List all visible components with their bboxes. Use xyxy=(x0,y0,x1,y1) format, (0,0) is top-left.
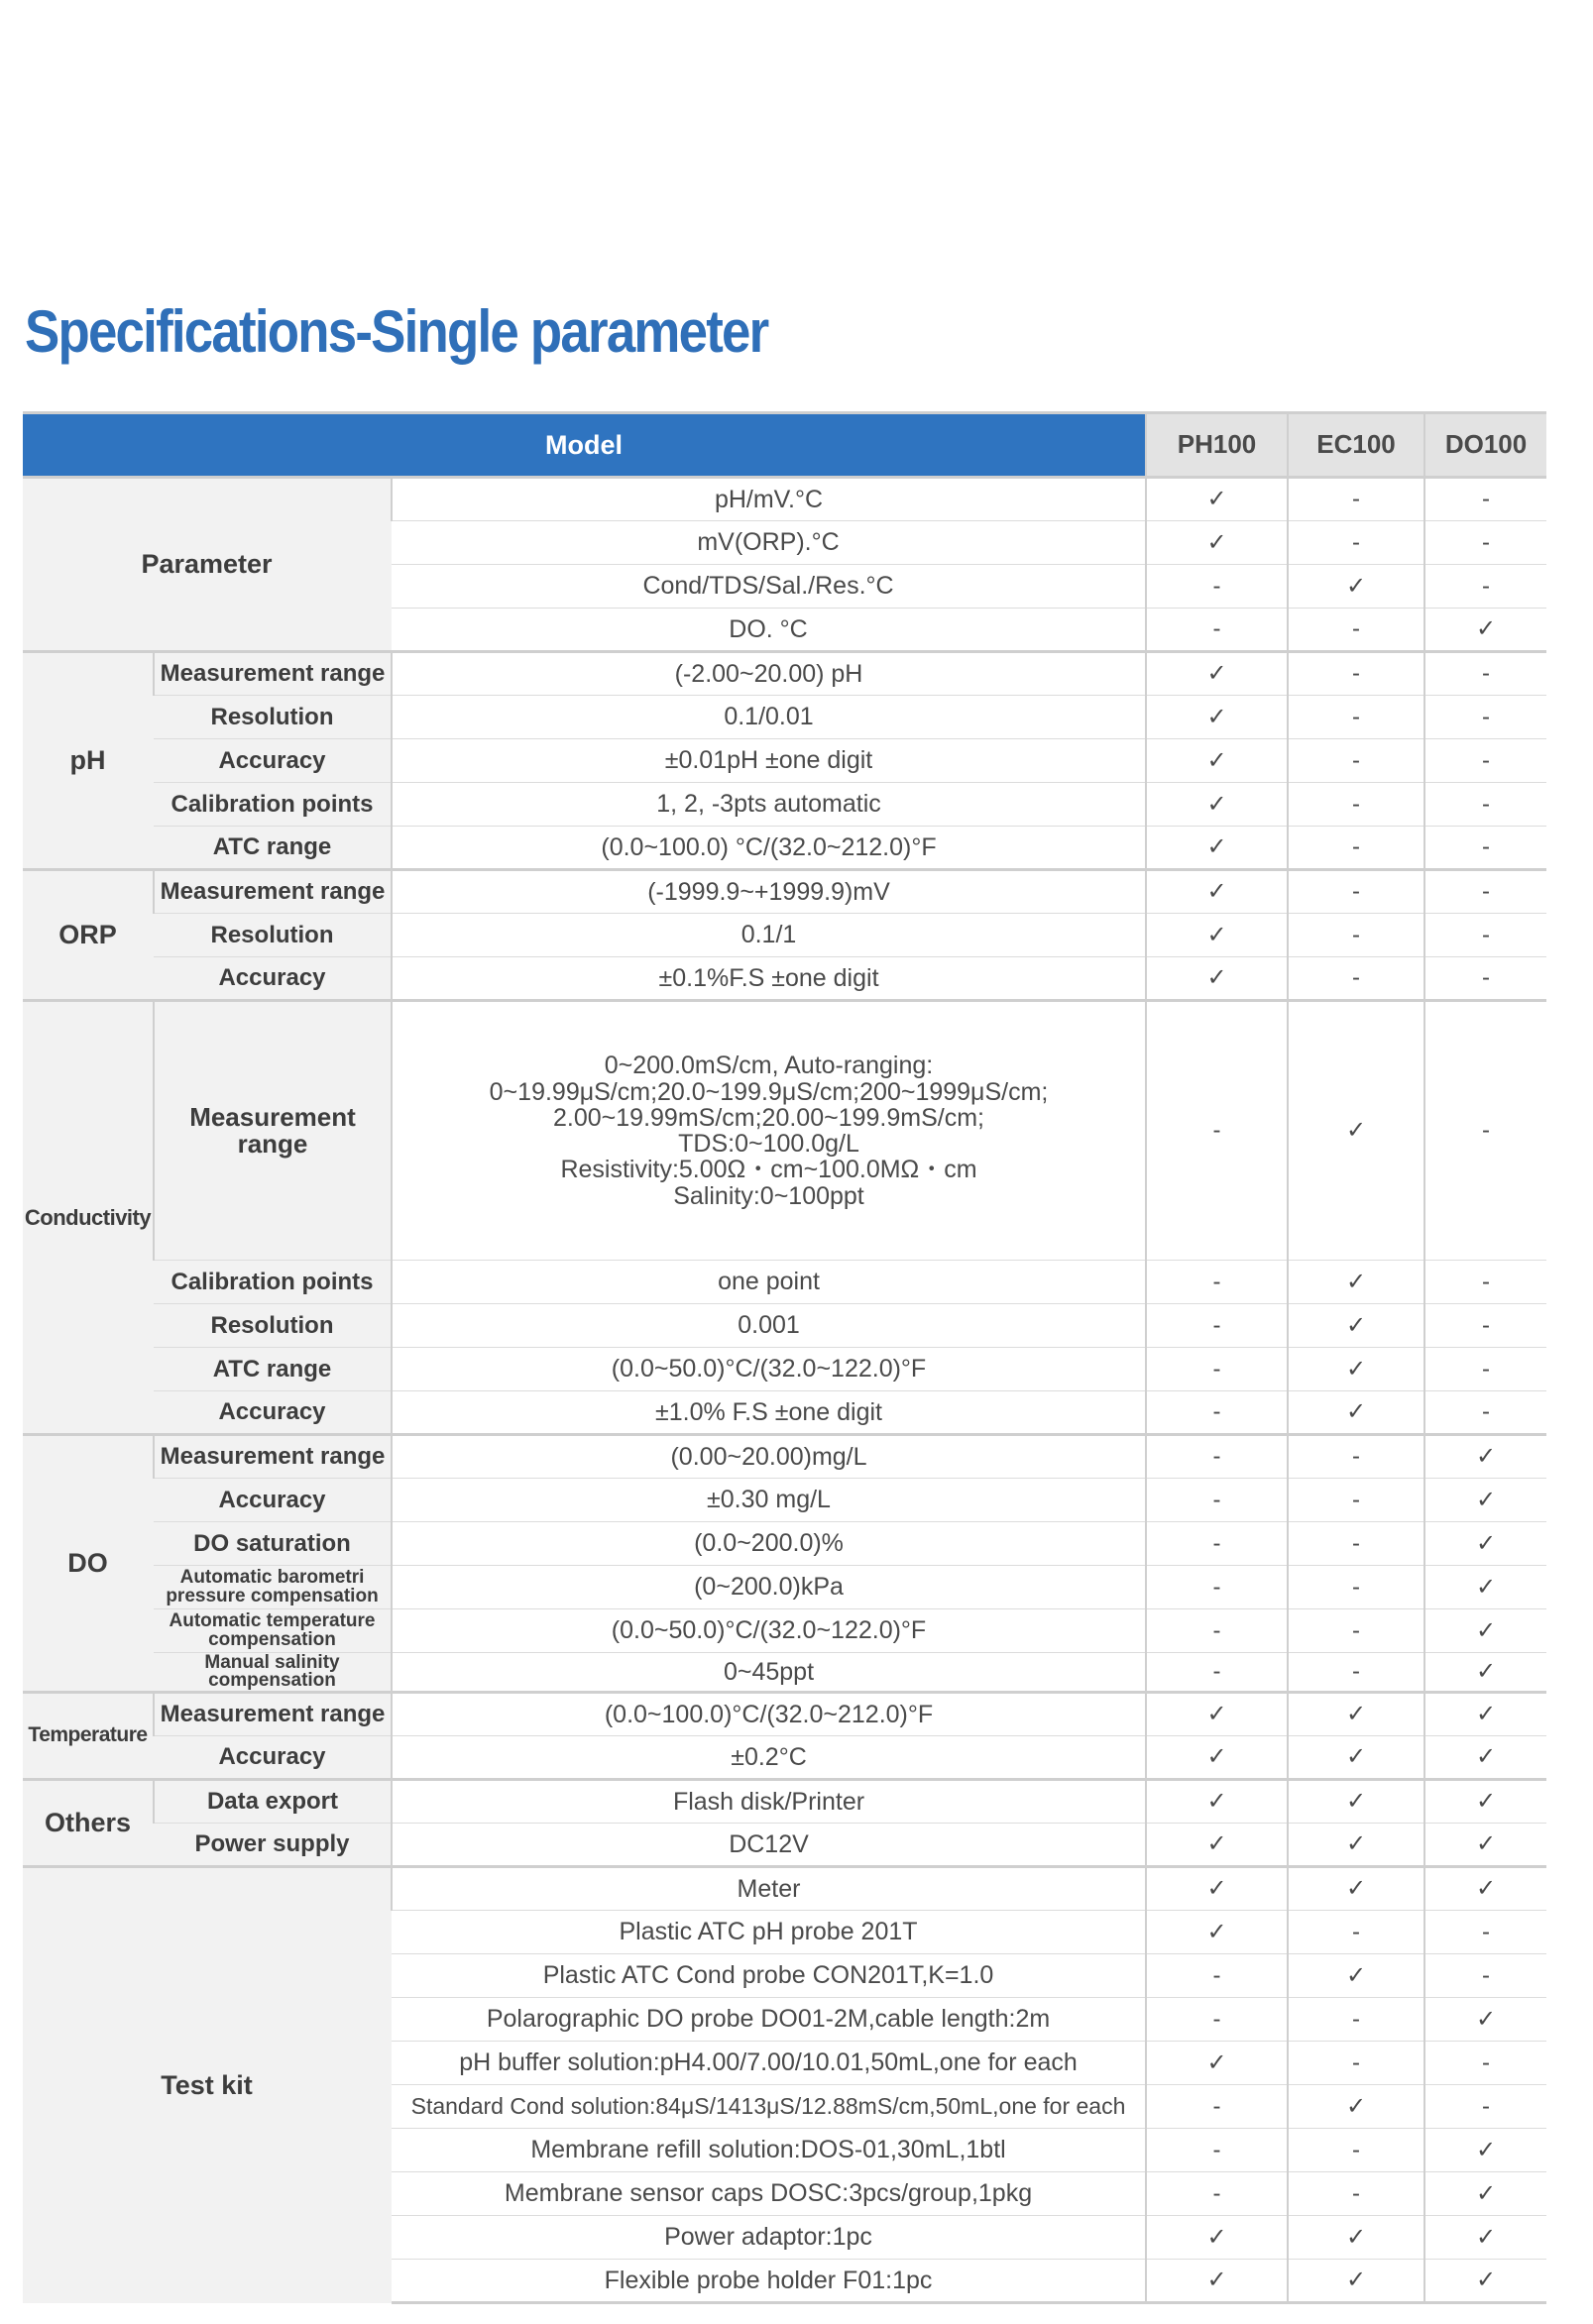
row-label: Resolution xyxy=(154,914,392,957)
table-row xyxy=(23,1522,1546,1566)
support-mark-ec100: - xyxy=(1288,1911,1424,1954)
row-value: (0.0~200.0)% xyxy=(392,1522,1146,1566)
support-mark-ph100: ✓ xyxy=(1146,827,1288,870)
table-row xyxy=(23,783,1546,827)
support-mark-ph100: ✓ xyxy=(1146,1780,1288,1824)
support-mark-ec100: - xyxy=(1288,783,1424,827)
support-mark-do100: ✓ xyxy=(1424,1609,1546,1653)
row-label: Accuracy xyxy=(154,1479,392,1522)
table-row xyxy=(23,914,1546,957)
support-mark-do100: - xyxy=(1424,870,1546,914)
support-mark-ec100: ✓ xyxy=(1288,1736,1424,1780)
support-mark-do100: - xyxy=(1424,739,1546,783)
support-mark-ph100: ✓ xyxy=(1146,783,1288,827)
support-mark-do100: ✓ xyxy=(1424,1653,1546,1693)
support-mark-do100: ✓ xyxy=(1424,1522,1546,1566)
model-ph100: PH100 xyxy=(1146,413,1288,478)
row-value: Flexible probe holder F01:1pc xyxy=(392,2260,1146,2303)
row-value: 0.1/1 xyxy=(392,914,1146,957)
support-mark-ph100: ✓ xyxy=(1146,1824,1288,1867)
support-mark-ec100: - xyxy=(1288,2042,1424,2085)
support-mark-ec100: - xyxy=(1288,739,1424,783)
support-mark-ec100: - xyxy=(1288,521,1424,565)
support-mark-ph100: ✓ xyxy=(1146,957,1288,1001)
support-mark-do100: - xyxy=(1424,957,1546,1001)
support-mark-do100: - xyxy=(1424,1304,1546,1348)
table-row xyxy=(23,1780,1546,1824)
row-value: (0.0~100.0) °C/(32.0~212.0)°F xyxy=(392,827,1146,870)
row-value: pH/mV.°C xyxy=(392,478,1146,521)
row-label: DO saturation xyxy=(154,1522,392,1566)
support-mark-ec100: ✓ xyxy=(1288,565,1424,609)
support-mark-do100: ✓ xyxy=(1424,1824,1546,1867)
support-mark-ec100: - xyxy=(1288,652,1424,696)
row-value: Membrane sensor caps DOSC:3pcs/group,1pkg xyxy=(392,2172,1146,2216)
support-mark-ec100: - xyxy=(1288,2129,1424,2172)
support-mark-do100: - xyxy=(1424,1911,1546,1954)
support-mark-ph100: - xyxy=(1146,2172,1288,2216)
row-value: ±0.1%F.S ±one digit xyxy=(392,957,1146,1001)
group-do: DO xyxy=(23,1435,154,1693)
support-mark-ph100: - xyxy=(1146,565,1288,609)
support-mark-do100: - xyxy=(1424,1391,1546,1435)
group-orp: ORP xyxy=(23,870,154,1001)
support-mark-ec100: ✓ xyxy=(1288,2216,1424,2260)
table-row xyxy=(23,1479,1546,1522)
support-mark-do100: - xyxy=(1424,2042,1546,2085)
row-value: Meter xyxy=(392,1867,1146,1911)
support-mark-ph100: ✓ xyxy=(1146,739,1288,783)
row-value: 0.001 xyxy=(392,1304,1146,1348)
row-label: Measurement range xyxy=(154,652,392,696)
table-row xyxy=(23,1566,1546,1609)
support-mark-ph100: - xyxy=(1146,1348,1288,1391)
support-mark-ec100: ✓ xyxy=(1288,1391,1424,1435)
table-row xyxy=(23,1693,1546,1736)
support-mark-ph100: ✓ xyxy=(1146,2260,1288,2303)
support-mark-do100: ✓ xyxy=(1424,2216,1546,2260)
row-value: Flash disk/Printer xyxy=(392,1780,1146,1824)
row-value: Membrane refill solution:DOS-01,30mL,1btl xyxy=(392,2129,1146,2172)
support-mark-do100: - xyxy=(1424,2085,1546,2129)
support-mark-ec100: - xyxy=(1288,1435,1424,1479)
support-mark-ec100: ✓ xyxy=(1288,1693,1424,1736)
row-value: ±0.01pH ±one digit xyxy=(392,739,1146,783)
support-mark-ec100: - xyxy=(1288,914,1424,957)
row-value: 0~45ppt xyxy=(392,1653,1146,1693)
row-value: Polarographic DO probe DO01-2M,cable length:2m xyxy=(392,1998,1146,2042)
support-mark-ph100: - xyxy=(1146,1479,1288,1522)
support-mark-ec100: ✓ xyxy=(1288,1304,1424,1348)
support-mark-do100: ✓ xyxy=(1424,1693,1546,1736)
support-mark-ec100: - xyxy=(1288,1609,1424,1653)
row-label: Measurement range xyxy=(154,1435,392,1479)
table-row xyxy=(23,957,1546,1001)
support-mark-do100: - xyxy=(1424,1001,1546,1261)
row-value: ±0.2°C xyxy=(392,1736,1146,1780)
table-row xyxy=(23,696,1546,739)
table-row xyxy=(23,1001,1546,1261)
row-label: Accuracy xyxy=(154,1391,392,1435)
support-mark-ec100: ✓ xyxy=(1288,1954,1424,1998)
group-temperature: Temperature xyxy=(23,1693,154,1780)
row-label: Accuracy xyxy=(154,957,392,1001)
row-value: Plastic ATC pH probe 201T xyxy=(392,1911,1146,1954)
table-row xyxy=(23,652,1546,696)
support-mark-ec100: ✓ xyxy=(1288,1001,1424,1261)
group-ph: pH xyxy=(23,652,154,870)
row-label: Resolution xyxy=(154,696,392,739)
support-mark-ph100: - xyxy=(1146,1435,1288,1479)
row-label: Accuracy xyxy=(154,1736,392,1780)
table-row xyxy=(23,478,1546,521)
row-value: (-1999.9~+1999.9)mV xyxy=(392,870,1146,914)
support-mark-ph100: ✓ xyxy=(1146,1693,1288,1736)
support-mark-ec100: ✓ xyxy=(1288,1867,1424,1911)
support-mark-ph100: - xyxy=(1146,1522,1288,1566)
page-title: Specifications-Single parameter xyxy=(25,298,768,365)
support-mark-ph100: ✓ xyxy=(1146,521,1288,565)
group-others: Others xyxy=(23,1780,154,1867)
model-header: Model xyxy=(23,413,1146,478)
support-mark-do100: ✓ xyxy=(1424,1566,1546,1609)
support-mark-do100: ✓ xyxy=(1424,1998,1546,2042)
support-mark-ph100: - xyxy=(1146,1998,1288,2042)
support-mark-ec100: - xyxy=(1288,609,1424,652)
support-mark-ph100: ✓ xyxy=(1146,652,1288,696)
support-mark-do100: - xyxy=(1424,652,1546,696)
model-do100: DO100 xyxy=(1424,413,1546,478)
row-value: (0.0~50.0)°C/(32.0~122.0)°F xyxy=(392,1609,1146,1653)
row-value: one point xyxy=(392,1261,1146,1304)
row-value: (0~200.0)kPa xyxy=(392,1566,1146,1609)
row-value: ±1.0% F.S ±one digit xyxy=(392,1391,1146,1435)
support-mark-ph100: - xyxy=(1146,609,1288,652)
row-label: Power supply xyxy=(154,1824,392,1867)
support-mark-ec100: - xyxy=(1288,1998,1424,2042)
support-mark-ph100: ✓ xyxy=(1146,1736,1288,1780)
group-test-kit: Test kit xyxy=(23,1867,392,2303)
row-value: ±0.30 mg/L xyxy=(392,1479,1146,1522)
table-row xyxy=(23,1348,1546,1391)
row-label: Calibration points xyxy=(154,783,392,827)
row-label: Manual salinity compensation xyxy=(154,1653,392,1693)
support-mark-do100: - xyxy=(1424,521,1546,565)
row-value: (0.0~100.0)°C/(32.0~212.0)°F xyxy=(392,1693,1146,1736)
row-value: Plastic ATC Cond probe CON201T,K=1.0 xyxy=(392,1954,1146,1998)
row-value: pH buffer solution:pH4.00/7.00/10.01,50mL,one for each xyxy=(392,2042,1146,2085)
support-mark-ec100: ✓ xyxy=(1288,1348,1424,1391)
support-mark-do100: ✓ xyxy=(1424,2129,1546,2172)
support-mark-ec100: - xyxy=(1288,1566,1424,1609)
support-mark-ph100: - xyxy=(1146,1304,1288,1348)
row-value: mV(ORP).°C xyxy=(392,521,1146,565)
row-value: DO. °C xyxy=(392,609,1146,652)
support-mark-do100: - xyxy=(1424,1954,1546,1998)
support-mark-do100: - xyxy=(1424,565,1546,609)
support-mark-ph100: ✓ xyxy=(1146,914,1288,957)
row-value: Standard Cond solution:84μS/1413μS/12.88mS/cm,50mL,one for each xyxy=(392,2085,1146,2129)
support-mark-ph100: ✓ xyxy=(1146,2216,1288,2260)
support-mark-do100: ✓ xyxy=(1424,1867,1546,1911)
support-mark-do100: - xyxy=(1424,696,1546,739)
support-mark-do100: ✓ xyxy=(1424,2172,1546,2216)
group-parameter: Parameter xyxy=(23,478,392,652)
row-value: DC12V xyxy=(392,1824,1146,1867)
group-conductivity: Conductivity xyxy=(23,1001,154,1435)
table-row xyxy=(23,1736,1546,1780)
row-label: Calibration points xyxy=(154,1261,392,1304)
support-mark-ph100: - xyxy=(1146,1001,1288,1261)
support-mark-ph100: - xyxy=(1146,1261,1288,1304)
table-row xyxy=(23,870,1546,914)
table-row xyxy=(23,1824,1546,1867)
row-value: Cond/TDS/Sal./Res.°C xyxy=(392,565,1146,609)
row-value: (0.00~20.00)mg/L xyxy=(392,1435,1146,1479)
support-mark-ph100: ✓ xyxy=(1146,478,1288,521)
support-mark-ph100: ✓ xyxy=(1146,870,1288,914)
row-label: Measurement range xyxy=(154,1001,392,1261)
row-label: Measurement range xyxy=(154,1693,392,1736)
row-label: Automatic temperature compensation xyxy=(154,1609,392,1653)
support-mark-ph100: - xyxy=(1146,2085,1288,2129)
row-value: (0.0~50.0)°C/(32.0~122.0)°F xyxy=(392,1348,1146,1391)
support-mark-ec100: ✓ xyxy=(1288,2260,1424,2303)
row-value: Power adaptor:1pc xyxy=(392,2216,1146,2260)
row-label: Resolution xyxy=(154,1304,392,1348)
table-row xyxy=(23,1261,1546,1304)
support-mark-ph100: ✓ xyxy=(1146,1867,1288,1911)
support-mark-ec100: - xyxy=(1288,827,1424,870)
row-label: Automatic barometri pressure compensation xyxy=(154,1566,392,1609)
row-label: ATC range xyxy=(154,1348,392,1391)
table-row xyxy=(23,1435,1546,1479)
table-row xyxy=(23,827,1546,870)
table-row xyxy=(23,1304,1546,1348)
support-mark-ec100: ✓ xyxy=(1288,2085,1424,2129)
table-row xyxy=(23,1867,1546,1911)
support-mark-ec100: - xyxy=(1288,1653,1424,1693)
row-value: 0~200.0mS/cm, Auto-ranging: 0~19.99μS/cm;20.0~199.9μS/cm;200~1999μS/cm; 2.00~19.99mS/cm;20.00~199.9mS/cm; TDS:0~100.0g/L Resistivity:5.00Ω・cm~100.0MΩ・cm Salinity:0~100ppt xyxy=(392,1001,1146,1261)
support-mark-ec100: - xyxy=(1288,478,1424,521)
row-value: 0.1/0.01 xyxy=(392,696,1146,739)
table-row xyxy=(23,1609,1546,1653)
model-ec100: EC100 xyxy=(1288,413,1424,478)
support-mark-ec100: - xyxy=(1288,2172,1424,2216)
table-row xyxy=(23,1653,1546,1693)
support-mark-ph100: - xyxy=(1146,1609,1288,1653)
support-mark-do100: - xyxy=(1424,1348,1546,1391)
support-mark-do100: ✓ xyxy=(1424,1736,1546,1780)
support-mark-ec100: - xyxy=(1288,957,1424,1001)
support-mark-ec100: ✓ xyxy=(1288,1261,1424,1304)
spec-table xyxy=(23,411,1546,2304)
table-row xyxy=(23,739,1546,783)
row-label: Data export xyxy=(154,1780,392,1824)
row-value: 1, 2, -3pts automatic xyxy=(392,783,1146,827)
support-mark-ph100: - xyxy=(1146,1391,1288,1435)
support-mark-do100: - xyxy=(1424,914,1546,957)
row-value: (-2.00~20.00) pH xyxy=(392,652,1146,696)
support-mark-ph100: ✓ xyxy=(1146,696,1288,739)
row-label: Accuracy xyxy=(154,739,392,783)
support-mark-ec100: - xyxy=(1288,1479,1424,1522)
header-row xyxy=(23,413,1546,478)
support-mark-ph100: ✓ xyxy=(1146,1911,1288,1954)
support-mark-do100: ✓ xyxy=(1424,2260,1546,2303)
support-mark-ec100: - xyxy=(1288,1522,1424,1566)
table-row xyxy=(23,1391,1546,1435)
support-mark-do100: ✓ xyxy=(1424,1479,1546,1522)
support-mark-do100: - xyxy=(1424,1261,1546,1304)
support-mark-ph100: - xyxy=(1146,1954,1288,1998)
support-mark-ec100: - xyxy=(1288,696,1424,739)
support-mark-ec100: - xyxy=(1288,870,1424,914)
row-label: Measurement range xyxy=(154,870,392,914)
support-mark-do100: - xyxy=(1424,478,1546,521)
support-mark-ec100: ✓ xyxy=(1288,1780,1424,1824)
support-mark-do100: - xyxy=(1424,827,1546,870)
support-mark-do100: - xyxy=(1424,783,1546,827)
row-label: ATC range xyxy=(154,827,392,870)
support-mark-ph100: - xyxy=(1146,2129,1288,2172)
support-mark-ec100: ✓ xyxy=(1288,1824,1424,1867)
support-mark-ph100: - xyxy=(1146,1653,1288,1693)
support-mark-do100: ✓ xyxy=(1424,609,1546,652)
support-mark-do100: ✓ xyxy=(1424,1780,1546,1824)
support-mark-do100: ✓ xyxy=(1424,1435,1546,1479)
support-mark-ph100: - xyxy=(1146,1566,1288,1609)
support-mark-ph100: ✓ xyxy=(1146,2042,1288,2085)
